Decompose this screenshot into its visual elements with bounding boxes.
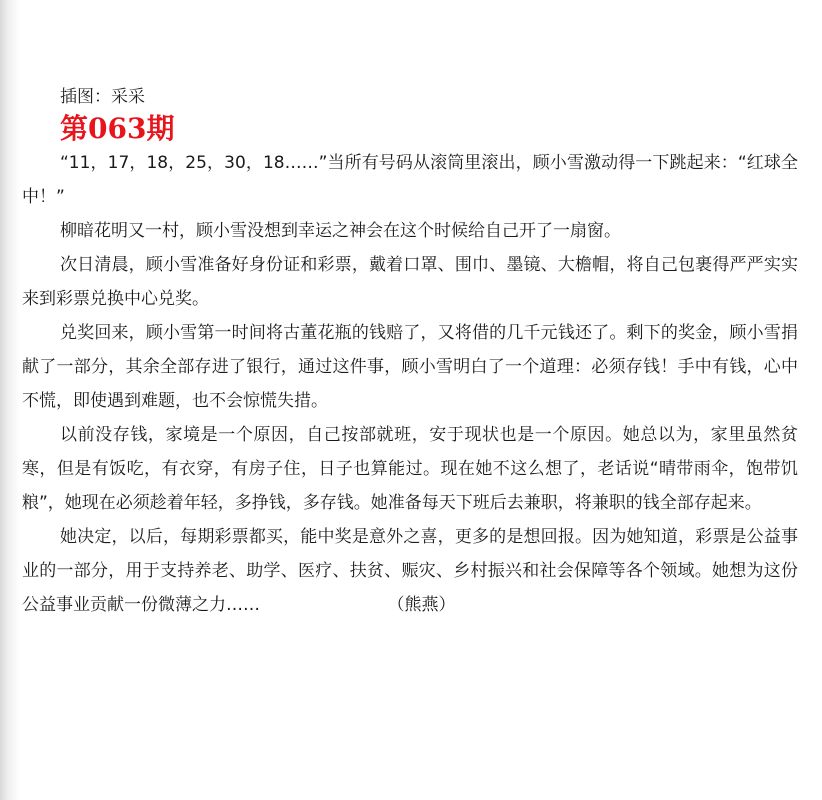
paragraph-charity-decision: 她决定，以后，每期彩票都买，能中奖是意外之喜，更多的是想回报。因为她知道，彩票是公益事业的一部分，用于支持养老、助学、医疗、扶贫、赈灾、乡村振兴和社会保障等各个领域。她想为这份公益事业贡献一份微薄之力…… （熊燕） <box>22 527 798 615</box>
issue-title: 第063期 <box>60 112 175 145</box>
paragraph-lottery-draw: “11，17，18，25，30，18……”当所有号码从滚筒里滚出，顾小雪激动得一下跳起来：“红球全中！” <box>22 153 798 207</box>
paragraph-saving-plan: 以前没存钱，家境是一个原因，自己按部就班，安于现状也是一个原因。她总以为，家里虽然贫寒，但是有饭吃，有衣穿，有房子住，日子也算能过。现在她不这么想了，老话说“晴带雨伞，饱带饥粮”，她现在必须趁着年轻，多挣钱，多存钱。她准备每天下班后去兼职，将兼职的钱全部存起来。 <box>22 425 798 513</box>
article <box>22 84 798 622</box>
article-body <box>22 146 798 622</box>
paragraph-turning-point: 柳暗花明又一村，顾小雪没想到幸运之神会在这个时候给自己开了一扇窗。 <box>60 221 621 241</box>
illustration-credit: 插图：采采 <box>60 87 145 107</box>
paragraph-paying-debts: 兑奖回来，顾小雪第一时间将古董花瓶的钱赔了，又将借的几千元钱还了。剩下的奖金，顾小雪捐献了一部分，其余全部存进了银行，通过这件事，顾小雪明白了一个道理：必须存钱！手中有钱，心中不慌，即使遇到难题，也不会惊慌失措。 <box>22 323 798 411</box>
paragraph-claiming-prize: 次日清晨，顾小雪准备好身份证和彩票，戴着口罩、围巾、墨镜、大檐帽，将自己包裹得严严实实来到彩票兑换中心兑奖。 <box>22 255 798 309</box>
